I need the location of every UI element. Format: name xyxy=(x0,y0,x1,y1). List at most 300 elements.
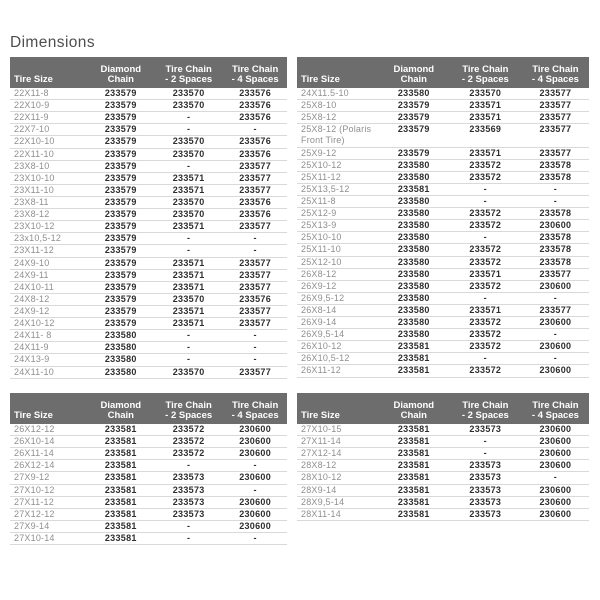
tire-size-cell: 23X8-12 xyxy=(14,209,50,220)
part-number-cell: 233573 xyxy=(172,496,205,507)
part-number-cell: - xyxy=(186,520,191,531)
part-number-cell: 230600 xyxy=(239,472,272,483)
tire-size-cell: 25X10-10 xyxy=(301,232,342,243)
table-row xyxy=(297,448,589,460)
part-number-cell: 230600 xyxy=(539,365,572,376)
part-number-cell: - xyxy=(253,460,257,471)
column-header-tire-size: Tire Size xyxy=(14,74,53,85)
tire-size-cell: 28X11-14 xyxy=(301,508,341,519)
part-number-cell: 233577 xyxy=(539,124,572,135)
table-row xyxy=(10,367,287,379)
part-number-cell: 233579 xyxy=(104,160,137,171)
part-number-cell: - xyxy=(553,329,558,340)
part-number-cell: 233580 xyxy=(104,342,137,353)
part-number-cell: 233577 xyxy=(239,257,272,268)
table-header-row xyxy=(297,393,589,424)
tire-size-cell: 24X8-12 xyxy=(14,293,50,304)
part-number-cell: 233573 xyxy=(172,484,205,495)
table-row xyxy=(297,257,589,269)
tire-size-cell: 26X9-14 xyxy=(301,317,337,328)
part-number-cell: 233577 xyxy=(239,269,272,280)
part-number-cell: 233580 xyxy=(397,317,430,328)
tire-size-cell: 26X10,5-12 xyxy=(301,353,350,364)
part-number-cell: 233570 xyxy=(172,88,205,98)
part-number-cell: 233570 xyxy=(172,136,205,147)
tire-size-cell: 25X12-10 xyxy=(301,256,342,267)
table-row xyxy=(297,88,589,100)
part-number-cell: 233572 xyxy=(469,159,502,170)
table-row xyxy=(10,485,287,497)
table-row xyxy=(297,305,589,317)
part-number-cell: 233580 xyxy=(397,220,430,231)
tire-size-cell: 25X13-9 xyxy=(301,220,337,231)
part-number-cell: 233581 xyxy=(104,460,137,471)
table-row xyxy=(10,521,287,533)
part-number-cell: 233579 xyxy=(397,147,430,158)
part-number-cell: - xyxy=(553,183,558,194)
part-number-cell: - xyxy=(186,160,191,171)
part-number-cell: 233580 xyxy=(104,330,137,341)
part-number-cell: 233577 xyxy=(239,184,272,195)
part-number-cell: - xyxy=(553,195,558,206)
part-number-cell: - xyxy=(186,354,191,365)
part-number-cell: 233573 xyxy=(469,484,502,495)
dimensions-table-bottom-right xyxy=(297,393,589,521)
part-number-cell: 233580 xyxy=(397,280,430,291)
part-number-cell: 233577 xyxy=(539,112,572,123)
table-row xyxy=(10,112,287,124)
part-number-cell: 230600 xyxy=(539,448,572,459)
part-number-cell: - xyxy=(253,233,257,244)
part-number-cell: 233581 xyxy=(397,424,430,434)
table-row xyxy=(297,208,589,220)
part-number-cell: 233581 xyxy=(104,484,137,495)
part-number-cell: 230600 xyxy=(539,220,572,231)
part-number-cell: 233571 xyxy=(172,305,205,316)
table-row xyxy=(297,472,589,484)
tire-size-cell: 23X10-12 xyxy=(14,221,55,232)
column-header-tire-chain-4-spaces: Tire Chain - 4 Spaces xyxy=(531,400,579,421)
part-number-cell: - xyxy=(186,245,191,256)
tire-size-cell: 27X12-12 xyxy=(14,508,55,519)
part-number-cell: 233581 xyxy=(397,484,430,495)
part-number-cell: 233581 xyxy=(104,424,137,434)
part-number-cell: 233571 xyxy=(469,268,502,279)
part-number-cell: 233579 xyxy=(104,88,137,98)
part-number-cell: 233579 xyxy=(104,209,137,220)
table-row xyxy=(297,124,589,147)
part-number-cell: 233577 xyxy=(539,88,572,98)
part-number-cell: 233581 xyxy=(397,353,430,364)
table-row xyxy=(297,353,589,365)
part-number-cell: 233572 xyxy=(469,256,502,267)
part-number-cell: - xyxy=(186,460,191,471)
table-row xyxy=(297,112,589,124)
part-number-cell: 233571 xyxy=(172,318,205,329)
part-number-cell: 233578 xyxy=(539,208,572,219)
dimensions-table-top-right xyxy=(297,57,589,378)
part-number-cell: 230600 xyxy=(539,317,572,328)
tire-size-cell: 28X9-14 xyxy=(301,484,337,495)
part-number-cell: 230600 xyxy=(239,424,272,434)
tire-size-cell: 24X13-9 xyxy=(14,354,50,365)
column-header-tire-chain-2-spaces: Tire Chain - 2 Spaces xyxy=(461,64,509,85)
part-number-cell: - xyxy=(253,354,257,365)
part-number-cell: 233579 xyxy=(104,245,137,256)
tire-size-cell: 26X12-14 xyxy=(14,460,55,471)
table-row xyxy=(297,220,589,232)
table-row xyxy=(10,258,287,270)
part-number-cell: 233580 xyxy=(397,159,430,170)
part-number-cell: 233580 xyxy=(397,171,430,182)
tire-size-cell: 24X9-10 xyxy=(14,257,50,268)
part-number-cell: 233579 xyxy=(104,196,137,207)
tire-size-cell: 28X10-12 xyxy=(301,472,342,483)
part-number-cell: 233580 xyxy=(397,244,430,255)
part-number-cell: 233573 xyxy=(469,460,502,471)
part-number-cell: 233572 xyxy=(469,171,502,182)
part-number-cell: 233581 xyxy=(104,448,137,459)
part-number-cell: 233572 xyxy=(469,220,502,231)
part-number-cell: 230600 xyxy=(539,341,572,352)
part-number-cell: - xyxy=(553,353,558,364)
part-number-cell: 233572 xyxy=(469,280,502,291)
column-header-tire-chain-4-spaces: Tire Chain - 4 Spaces xyxy=(531,64,579,85)
part-number-cell: 233579 xyxy=(104,221,137,232)
table-row xyxy=(10,233,287,245)
table-row xyxy=(297,329,589,341)
column-header-tire-chain-4-spaces: Tire Chain - 4 Spaces xyxy=(231,400,279,421)
table-row xyxy=(10,270,287,282)
table-row xyxy=(10,197,287,209)
part-number-cell: 233573 xyxy=(469,496,502,507)
tire-size-cell: 25X9-12 xyxy=(301,147,337,158)
table-row xyxy=(10,100,287,112)
tire-size-cell: 26X9,5-14 xyxy=(301,329,345,340)
part-number-cell: 230600 xyxy=(239,436,272,447)
table-row xyxy=(10,497,287,509)
tire-size-cell: 24X11- 8 xyxy=(14,330,52,341)
part-number-cell: - xyxy=(186,112,191,123)
table-header-row xyxy=(297,57,589,88)
part-number-cell: 233579 xyxy=(397,112,430,123)
tire-size-cell: 26X12-12 xyxy=(14,424,55,434)
part-number-cell: 233579 xyxy=(104,269,137,280)
tire-size-cell: 27X9-12 xyxy=(14,472,50,483)
part-number-cell: 233579 xyxy=(104,184,137,195)
part-number-cell: 233576 xyxy=(239,209,272,220)
part-number-cell: 233572 xyxy=(172,424,205,434)
tire-size-cell: 23x10,5-12 xyxy=(14,233,62,244)
part-number-cell: 233579 xyxy=(104,281,137,292)
part-number-cell: 233570 xyxy=(172,196,205,207)
part-number-cell: 233571 xyxy=(172,281,205,292)
column-header-diamond-chain: Diamond Chain xyxy=(100,400,142,421)
tire-size-cell: 22X11-9 xyxy=(14,112,49,123)
part-number-cell: 233569 xyxy=(469,124,502,135)
tire-size-cell: 25X8-12 (Polaris Front Tire) xyxy=(301,124,372,146)
part-number-cell: 233579 xyxy=(104,136,137,147)
part-number-cell: 233570 xyxy=(172,100,205,111)
table-row xyxy=(10,354,287,366)
part-number-cell: 233570 xyxy=(172,148,205,159)
part-number-cell: - xyxy=(483,436,487,447)
part-number-cell: 233581 xyxy=(397,460,430,471)
tire-size-cell: 22X10-10 xyxy=(14,136,55,147)
part-number-cell: 233581 xyxy=(397,436,430,447)
column-header-tire-chain-2-spaces: Tire Chain - 2 Spaces xyxy=(165,400,213,421)
tire-size-cell: 27X12-14 xyxy=(301,448,342,459)
part-number-cell: 233581 xyxy=(397,365,430,376)
part-number-cell: 230600 xyxy=(539,484,572,495)
part-number-cell: 233577 xyxy=(239,305,272,316)
table-row xyxy=(297,436,589,448)
tire-size-cell: 24X11-10 xyxy=(14,366,54,377)
part-number-cell: 233579 xyxy=(104,257,137,268)
tire-size-cell: 24X11-9 xyxy=(14,342,49,353)
part-number-cell: 233577 xyxy=(239,221,272,232)
table-row xyxy=(10,318,287,330)
tire-size-cell: 25X11-12 xyxy=(301,171,341,182)
tire-size-cell: 23X11-12 xyxy=(14,245,54,256)
table-row xyxy=(10,472,287,484)
dimensions-table-top-left xyxy=(10,57,287,379)
tire-size-cell: 26X8-14 xyxy=(301,304,337,315)
part-number-cell: 233576 xyxy=(239,196,272,207)
table-row xyxy=(297,100,589,112)
part-number-cell: 233580 xyxy=(397,232,430,243)
tire-size-cell: 26X10-14 xyxy=(14,436,55,447)
part-number-cell: 233577 xyxy=(239,160,272,171)
table-row xyxy=(10,149,287,161)
tire-size-cell: 27X10-12 xyxy=(14,484,55,495)
part-number-cell: 233571 xyxy=(469,147,502,158)
part-number-cell: 233573 xyxy=(469,508,502,519)
table-row xyxy=(10,88,287,100)
part-number-cell: 230600 xyxy=(539,280,572,291)
table-row xyxy=(297,341,589,353)
part-number-cell: 233570 xyxy=(172,293,205,304)
tire-size-cell: 27X10-15 xyxy=(301,424,342,434)
part-number-cell: 233571 xyxy=(172,257,205,268)
part-number-cell: 233577 xyxy=(539,100,572,111)
table-row xyxy=(297,172,589,184)
tire-size-cell: 22X10-9 xyxy=(14,100,50,111)
table-row xyxy=(10,448,287,460)
part-number-cell: 233580 xyxy=(397,256,430,267)
part-number-cell: 233579 xyxy=(397,100,430,111)
part-number-cell: 233581 xyxy=(397,183,430,194)
part-number-cell: 233572 xyxy=(172,448,205,459)
tire-size-cell: 24X10-11 xyxy=(14,281,54,292)
part-number-cell: - xyxy=(253,245,257,256)
table-row xyxy=(10,282,287,294)
part-number-cell: - xyxy=(186,124,191,135)
part-number-cell: 233578 xyxy=(539,159,572,170)
part-number-cell: 233576 xyxy=(239,136,272,147)
part-number-cell: 233581 xyxy=(104,520,137,531)
part-number-cell: 233572 xyxy=(469,329,502,340)
part-number-cell: 233573 xyxy=(172,472,205,483)
part-number-cell: 230600 xyxy=(239,520,272,531)
tire-size-cell: 28X9,5-14 xyxy=(301,496,345,507)
part-number-cell: 233579 xyxy=(104,293,137,304)
part-number-cell: 233571 xyxy=(469,100,502,111)
tire-size-cell: 25X12-9 xyxy=(301,208,337,219)
table-row xyxy=(10,424,287,436)
part-number-cell: 233579 xyxy=(104,318,137,329)
part-number-cell: - xyxy=(253,124,257,135)
part-number-cell: 233580 xyxy=(397,329,430,340)
part-number-cell: - xyxy=(483,232,487,243)
tire-size-cell: 28X8-12 xyxy=(301,460,337,471)
part-number-cell: - xyxy=(483,448,487,459)
part-number-cell: 230600 xyxy=(539,424,572,434)
table-row xyxy=(297,160,589,172)
part-number-cell: 233578 xyxy=(539,232,572,243)
table-row xyxy=(297,232,589,244)
part-number-cell: - xyxy=(253,484,257,495)
table-row xyxy=(297,509,589,521)
part-number-cell: 233572 xyxy=(469,365,502,376)
part-number-cell: 233570 xyxy=(172,366,205,377)
tire-size-cell: 25X10-12 xyxy=(301,159,342,170)
part-number-cell: 233570 xyxy=(469,88,502,98)
column-header-tire-chain-2-spaces: Tire Chain - 2 Spaces xyxy=(165,64,213,85)
tire-size-cell: 26X9,5-12 xyxy=(301,292,345,303)
table-row xyxy=(297,460,589,472)
part-number-cell: 233573 xyxy=(469,472,502,483)
table-row xyxy=(10,221,287,233)
table-row xyxy=(10,342,287,354)
part-number-cell: - xyxy=(553,292,558,303)
table-row xyxy=(10,209,287,221)
part-number-cell: 233577 xyxy=(539,304,572,315)
tire-size-cell: 24X9-11 xyxy=(14,269,49,280)
column-header-tire-chain-4-spaces: Tire Chain - 4 Spaces xyxy=(231,64,279,85)
part-number-cell: 233572 xyxy=(469,208,502,219)
tire-size-cell: 22X11-8 xyxy=(14,88,49,98)
part-number-cell: - xyxy=(483,292,487,303)
table-row xyxy=(10,245,287,257)
part-number-cell: 230600 xyxy=(239,448,272,459)
table-row xyxy=(297,424,589,436)
tire-size-cell: 27X11-12 xyxy=(14,496,54,507)
part-number-cell: 233581 xyxy=(397,472,430,483)
part-number-cell: 233577 xyxy=(239,318,272,329)
part-number-cell: 233578 xyxy=(539,171,572,182)
part-number-cell: - xyxy=(483,195,487,206)
part-number-cell: 233578 xyxy=(539,244,572,255)
column-header-diamond-chain: Diamond Chain xyxy=(393,400,435,421)
part-number-cell: - xyxy=(186,532,191,543)
part-number-cell: 233572 xyxy=(469,244,502,255)
part-number-cell: - xyxy=(253,330,257,341)
part-number-cell: 230600 xyxy=(539,460,572,471)
part-number-cell: 233571 xyxy=(172,269,205,280)
tire-size-cell: 22X7-10 xyxy=(14,124,50,135)
part-number-cell: - xyxy=(483,183,487,194)
tire-size-cell: 25X8-10 xyxy=(301,100,337,111)
part-number-cell: 233581 xyxy=(104,496,137,507)
table-row xyxy=(297,317,589,329)
part-number-cell: 233581 xyxy=(397,508,430,519)
part-number-cell: 233581 xyxy=(104,532,137,543)
table-row xyxy=(10,161,287,173)
table-row xyxy=(10,173,287,185)
part-number-cell: 230600 xyxy=(239,496,272,507)
part-number-cell: 233578 xyxy=(539,256,572,267)
part-number-cell: 233580 xyxy=(397,304,430,315)
table-row xyxy=(10,294,287,306)
part-number-cell: 233579 xyxy=(104,100,137,111)
tire-size-cell: 26X11-12 xyxy=(301,365,341,376)
part-number-cell: 233579 xyxy=(104,233,137,244)
part-number-cell: 233576 xyxy=(239,293,272,304)
tire-size-cell: 27X11-14 xyxy=(301,436,341,447)
table-row xyxy=(10,533,287,545)
column-header-tire-size: Tire Size xyxy=(301,410,340,421)
table-header-row xyxy=(10,57,287,88)
part-number-cell: - xyxy=(253,532,257,543)
tire-size-cell: 24X10-12 xyxy=(14,318,55,329)
table-row xyxy=(297,148,589,160)
part-number-cell: 233572 xyxy=(172,436,205,447)
tire-size-cell: 22X11-10 xyxy=(14,148,54,159)
part-number-cell: 233580 xyxy=(397,208,430,219)
table-row xyxy=(10,330,287,342)
part-number-cell: 233580 xyxy=(397,88,430,98)
part-number-cell: - xyxy=(483,353,487,364)
table-row xyxy=(297,293,589,305)
part-number-cell: 233576 xyxy=(239,100,272,111)
part-number-cell: 233576 xyxy=(239,148,272,159)
page-title: Dimensions xyxy=(10,34,95,51)
part-number-cell: 233576 xyxy=(239,112,272,123)
table-row xyxy=(297,281,589,293)
tire-size-cell: 26X9-12 xyxy=(301,280,337,291)
table-row xyxy=(297,485,589,497)
part-number-cell: 233570 xyxy=(172,209,205,220)
part-number-cell: 233577 xyxy=(239,281,272,292)
part-number-cell: - xyxy=(253,342,257,353)
tire-size-cell: 23X8-10 xyxy=(14,160,50,171)
tire-size-cell: 27X9-14 xyxy=(14,520,50,531)
column-header-tire-chain-2-spaces: Tire Chain - 2 Spaces xyxy=(461,400,509,421)
part-number-cell: - xyxy=(186,342,191,353)
tire-size-cell: 26X10-12 xyxy=(301,341,342,352)
table-header-row xyxy=(10,393,287,424)
table-row xyxy=(297,269,589,281)
dimensions-table-bottom-left xyxy=(10,393,287,545)
part-number-cell: 233579 xyxy=(397,124,430,135)
part-number-cell: 233581 xyxy=(397,448,430,459)
tire-size-cell: 25X8-12 xyxy=(301,112,337,123)
tire-size-cell: 27X10-14 xyxy=(14,532,55,543)
table-row xyxy=(10,185,287,197)
part-number-cell: 233581 xyxy=(397,496,430,507)
part-number-cell: 233573 xyxy=(469,424,502,434)
part-number-cell: 233579 xyxy=(104,124,137,135)
column-header-diamond-chain: Diamond Chain xyxy=(100,64,142,85)
part-number-cell: 233577 xyxy=(539,268,572,279)
part-number-cell: 233571 xyxy=(172,172,205,183)
table-row xyxy=(297,196,589,208)
part-number-cell: 233580 xyxy=(397,195,430,206)
part-number-cell: 233580 xyxy=(397,268,430,279)
part-number-cell: 233581 xyxy=(397,341,430,352)
part-number-cell: 233579 xyxy=(104,305,137,316)
